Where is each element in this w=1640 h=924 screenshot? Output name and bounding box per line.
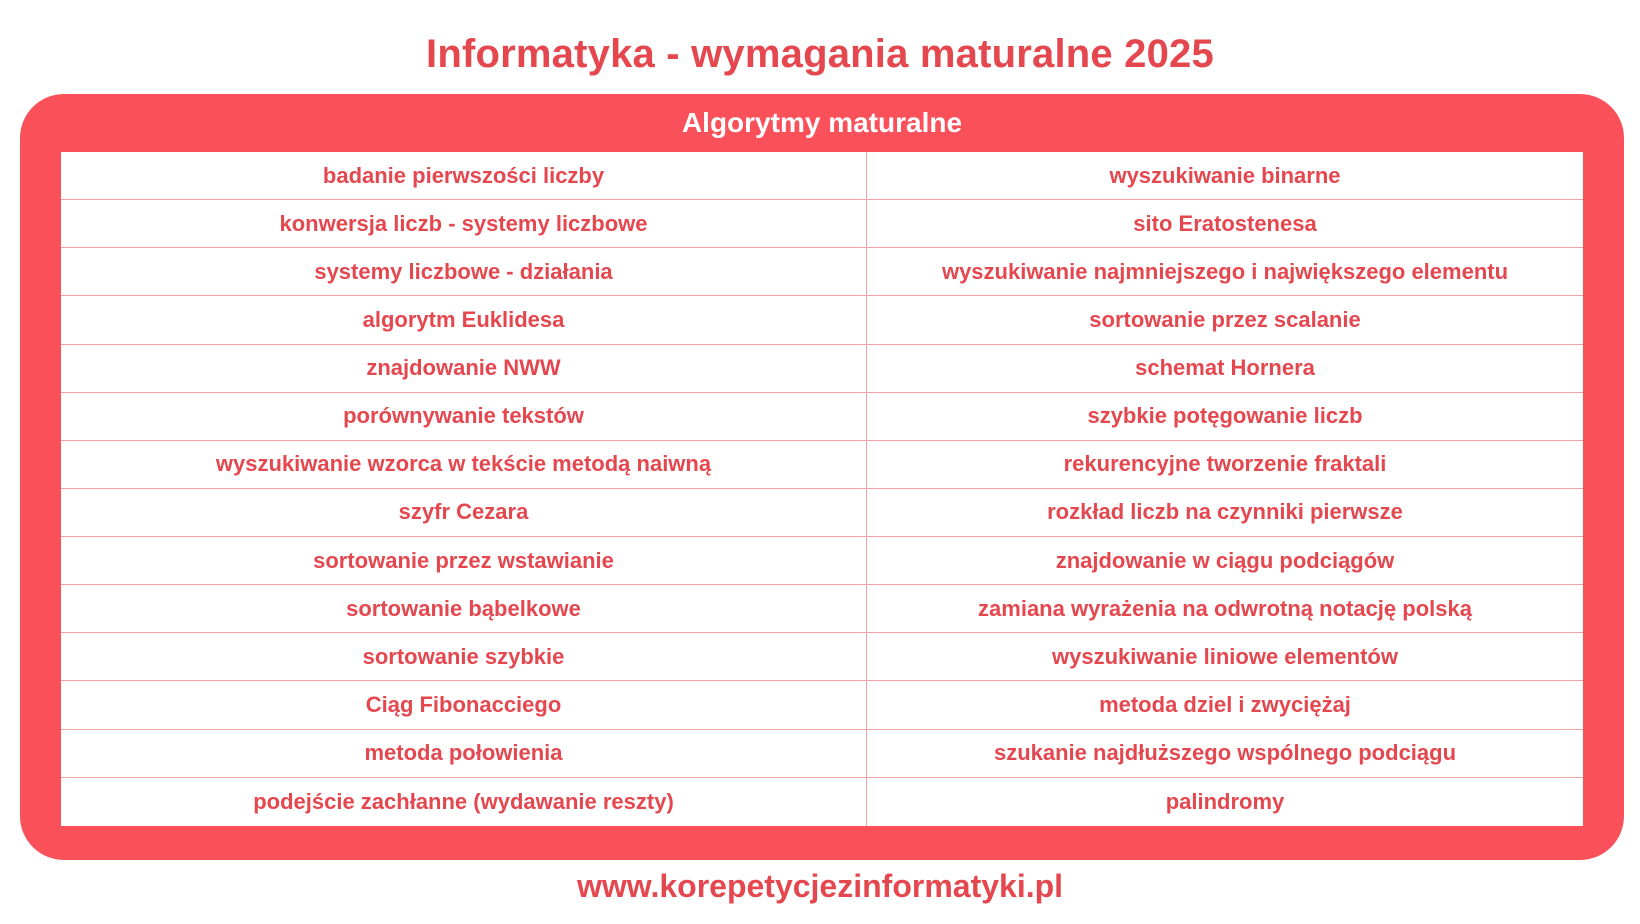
- table-cell-right: zamiana wyrażenia na odwrotną notację polską: [867, 585, 1583, 633]
- table-cell-left: sortowanie szybkie: [61, 633, 867, 681]
- table-cell-right: wyszukiwanie liniowe elementów: [867, 633, 1583, 681]
- algorithms-table: [61, 152, 1583, 826]
- page-title: Informatyka - wymagania maturalne 2025: [426, 32, 1214, 76]
- table-cell-left: Ciąg Fibonacciego: [61, 681, 867, 729]
- table-cell-left: wyszukiwanie wzorca w tekście metodą naiwną: [61, 441, 867, 489]
- table-cell-left: szyfr Cezara: [61, 489, 867, 537]
- table-cell-left: systemy liczbowe - działania: [61, 248, 867, 296]
- table-cell-right: znajdowanie w ciągu podciągów: [867, 537, 1583, 585]
- table-cell-left: sortowanie przez wstawianie: [61, 537, 867, 585]
- table-cell-left: porównywanie tekstów: [61, 393, 867, 441]
- table-cell-right: palindromy: [1165, 788, 1285, 814]
- table-cell-right: sito Eratostenesa: [867, 200, 1583, 248]
- table-cell-left: sortowanie bąbelkowe: [61, 585, 867, 633]
- table-cell-right: szybkie potęgowanie liczb: [867, 393, 1583, 441]
- table-cell-right: rozkład liczb na czynniki pierwsze: [867, 489, 1583, 537]
- table-header: Algorytmy maturalne: [681, 107, 963, 138]
- table-cell-right: metoda dziel i zwyciężaj: [867, 681, 1583, 729]
- table-cell-left: podejście zachłanne (wydawanie reszty): [61, 778, 867, 826]
- table-cell-right: wyszukiwanie najmniejszego i największego elementu: [867, 248, 1583, 296]
- algorithms-card: [20, 94, 1624, 860]
- table-cell-right: szukanie najdłuższego wspólnego podciągu: [867, 730, 1583, 778]
- table-cell-left: konwersja liczb - systemy liczbowe: [61, 200, 867, 248]
- website-url: www.korepetycjezinformatyki.pl: [576, 868, 1064, 904]
- table-cell-right: schemat Hornera: [867, 345, 1583, 393]
- table-cell-right: rekurencyjne tworzenie fraktali: [867, 441, 1583, 489]
- table-cell-right: sortowanie przez scalanie: [867, 296, 1583, 344]
- table-cell-left: badanie pierwszości liczby: [61, 152, 867, 200]
- table-cell-left: algorytm Euklidesa: [61, 296, 867, 344]
- table-cell-right: wyszukiwanie binarne: [867, 152, 1583, 200]
- table-cell-left: znajdowanie NWW: [61, 345, 867, 393]
- table-cell-left: metoda połowienia: [61, 730, 867, 778]
